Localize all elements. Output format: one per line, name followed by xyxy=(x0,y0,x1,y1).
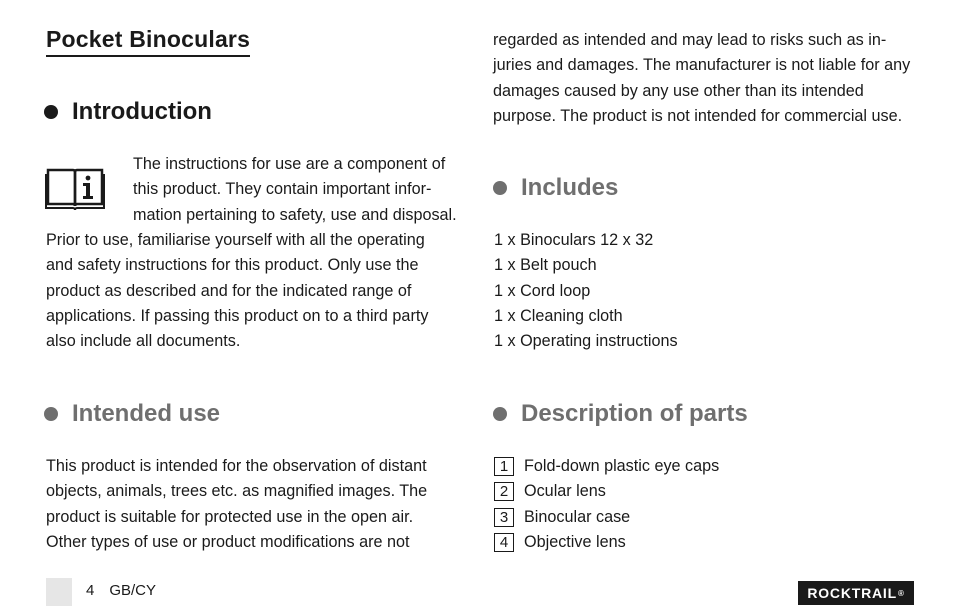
part-number: 3 xyxy=(494,508,514,527)
intended-use-heading: Intended use xyxy=(72,400,221,427)
bullet-dot-icon xyxy=(44,105,58,119)
paragraph-line: product is suitable for protected use in the open air. xyxy=(46,507,414,526)
intended-use-continued xyxy=(493,28,910,129)
list-item xyxy=(494,454,719,479)
list-item: 1 x Belt pouch xyxy=(494,256,597,275)
info-book-icon xyxy=(45,162,105,212)
info-text xyxy=(133,152,457,228)
paragraph-line: purpose. The product is not intended for commercial use. xyxy=(493,106,903,125)
list-item xyxy=(494,530,719,555)
paragraph-line: Prior to use, familiarise yourself with all the operating xyxy=(46,231,425,249)
info-line: The instructions for use are a component of xyxy=(133,155,446,173)
section-heading-parts xyxy=(493,400,748,428)
part-label: Ocular lens xyxy=(524,482,606,501)
paragraph-line: juries and damages. The manufacturer is not liable for any xyxy=(493,56,911,75)
list-item xyxy=(494,479,719,504)
part-number: 1 xyxy=(494,457,514,476)
bullet-dot-icon xyxy=(493,407,507,421)
paragraph-line: also include all documents. xyxy=(46,332,241,351)
info-line: mation pertaining to safety, use and disposal. xyxy=(133,205,457,224)
paragraph-line: This product is intended for the observation of distant xyxy=(46,457,427,475)
brand-logo: ROCKTRAIL ® xyxy=(798,581,914,605)
list-item: 1 x Cord loop xyxy=(494,281,591,300)
page-number: 4 xyxy=(86,582,95,599)
locale-code: GB/CY xyxy=(109,582,157,599)
section-heading-introduction xyxy=(44,98,212,126)
paragraph-line: damages caused by any use other than its intended xyxy=(493,81,864,100)
bullet-dot-icon xyxy=(44,407,58,421)
paragraph-line: product as described and for the indicated range of xyxy=(46,281,412,300)
section-heading-includes xyxy=(493,174,618,202)
parts-list xyxy=(494,454,719,555)
part-number: 4 xyxy=(494,533,514,552)
includes-list xyxy=(494,228,678,354)
paragraph-line: objects, animals, trees etc. as magnified images. The xyxy=(46,482,428,501)
list-item xyxy=(494,505,719,530)
paragraph-line: Other types of use or product modifications are not xyxy=(46,532,410,551)
paragraph-line: and safety instructions for this product. Only use the xyxy=(46,256,419,275)
intended-use-body xyxy=(46,454,427,555)
list-item: 1 x Operating instructions xyxy=(494,332,678,351)
list-item: 1 x Binoculars 12 x 32 xyxy=(494,231,654,249)
part-label: Objective lens xyxy=(524,533,626,552)
footer xyxy=(86,582,156,599)
page-title: Pocket Binoculars xyxy=(46,26,250,57)
parts-heading: Description of parts xyxy=(521,400,748,427)
info-line: this product. They contain important infor- xyxy=(133,180,432,199)
includes-heading: Includes xyxy=(521,174,619,201)
footer-tab-marker xyxy=(46,578,72,606)
brand-name: ROCKTRAIL xyxy=(807,585,897,601)
list-item: 1 x Cleaning cloth xyxy=(494,306,623,325)
part-label: Fold-down plastic eye caps xyxy=(524,457,720,476)
paragraph-line: regarded as intended and may lead to risks such as in- xyxy=(493,31,887,49)
bullet-dot-icon xyxy=(493,181,507,195)
section-heading-intended-use xyxy=(44,400,220,428)
part-number: 2 xyxy=(494,482,514,501)
paragraph-line: applications. If passing this product on to a third party xyxy=(46,306,429,325)
introduction-body xyxy=(46,228,428,354)
introduction-heading: Introduction xyxy=(72,98,212,125)
part-label: Binocular case xyxy=(524,507,631,526)
